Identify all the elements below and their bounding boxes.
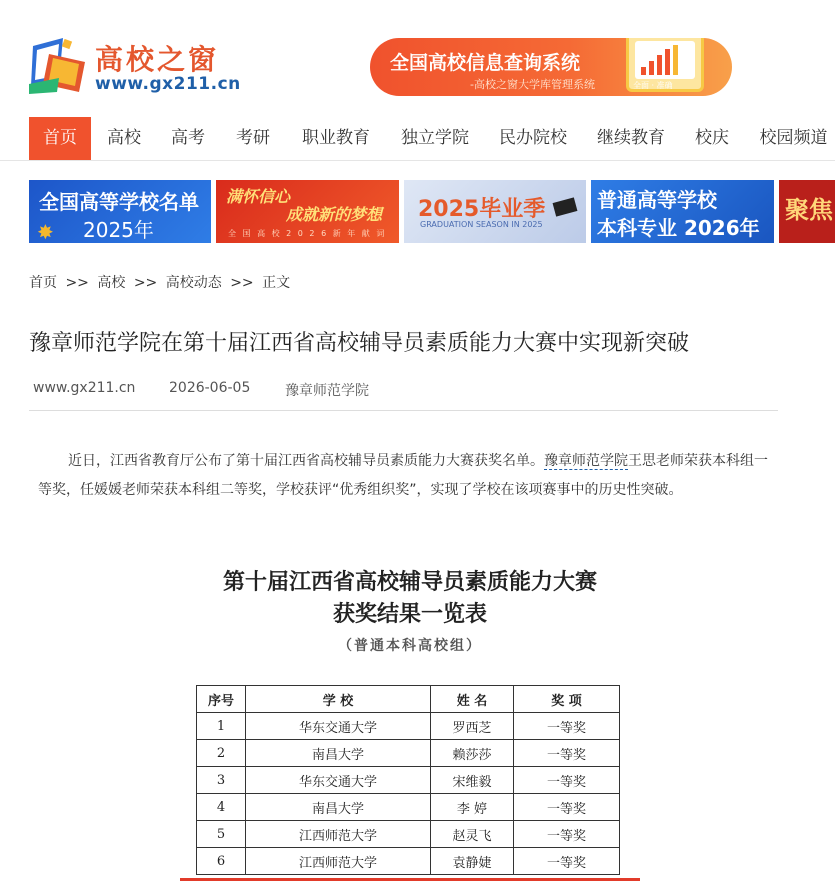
column-header: 学 校 [246,686,431,713]
nav-item-campus[interactable]: 校园频道 [759,128,828,148]
award-table [196,685,620,875]
article-title: 豫章师范学院在第十届江西省高校辅导员素质能力大赛中实现新突破 [29,331,690,356]
breadcrumb-separator: >> [133,275,158,291]
promo-line1: 普通高等学校 [597,188,717,212]
cell-name: 罗西芝 [431,713,514,740]
ad-title: 全国高校信息查询系统 [390,52,581,74]
school-link[interactable]: 豫章师范学院 [544,453,628,469]
info-query-system-ad[interactable] [370,38,732,96]
award-heading: 第十届江西省高校辅导员素质能力大赛 [222,569,597,595]
nav-item-gaokao[interactable]: 高考 [171,128,205,148]
promo-college-list[interactable] [29,180,211,243]
logo-title: 高校之窗 [95,43,220,76]
paragraph-start: 近日，江西省教育厅公布了第十届江西省高校辅导员素质能力大赛获奖名单。 [68,453,544,469]
cell-name: 袁静婕 [431,848,514,875]
nav-item-vocational[interactable]: 职业教育 [302,128,370,148]
promo-graduation[interactable] [404,180,586,243]
cell-name: 赵灵飞 [431,821,514,848]
article-source: www.gx211.cn [33,380,136,396]
promo-line1: 聚焦 [785,196,833,224]
column-header: 序号 [197,686,246,713]
cell-award: 一等奖 [514,740,620,767]
table-row [197,794,620,821]
cell-name: 宋维毅 [431,767,514,794]
promo-new-year[interactable] [216,180,399,243]
cell-school: 华东交通大学 [246,713,431,740]
cell-index: 1 [197,713,246,740]
award-subheading: 获奖结果一览表 [332,601,487,627]
nav-item-continuing[interactable]: 继续教育 [597,128,665,148]
promo-line2: GRADUATION SEASON IN 2025 [420,220,543,229]
award-group: （普通本科高校组） [338,638,482,654]
breadcrumb-current: 正文 [262,275,291,291]
breadcrumb-colleges[interactable]: 高校 [97,275,126,291]
breadcrumb-separator: >> [65,275,89,291]
cell-award: 一等奖 [514,794,620,821]
nav-item-independent[interactable]: 独立学院 [401,128,469,148]
breadcrumb-home[interactable]: 首页 [29,275,57,291]
table-header-row [197,686,620,713]
nav-item-kaoyan[interactable]: 考研 [236,128,270,148]
cell-school: 南昌大学 [246,740,431,767]
cell-index: 5 [197,821,246,848]
column-header: 姓 名 [431,686,514,713]
table-row [197,767,620,794]
cell-name: 赖莎莎 [431,740,514,767]
promo-line2: 成就新的梦想 [286,205,383,224]
breadcrumb-separator: >> [230,275,254,291]
main-nav [0,117,835,161]
promo-line2: 本科专业 2026年 [597,216,760,240]
award-results-image [180,555,640,881]
table-row [197,713,620,740]
cell-school: 华东交通大学 [246,767,431,794]
cell-school: 江西师范大学 [246,821,431,848]
column-header: 奖 项 [514,686,620,713]
paragraph-end: 王思老师荣获本科组一等奖，任媛媛老师荣获本科组二等奖，学校获评“优秀组织奖”，实现了学校在该项赛事中的历史性突破。 [38,453,768,498]
cell-school: 江西师范大学 [246,848,431,875]
cell-award: 一等奖 [514,713,620,740]
ad-subtitle: -高校之窗大学库管理系统 [470,78,595,91]
promo-focus[interactable] [779,180,835,243]
logo-url: www.gx211.cn [95,74,241,94]
cell-school: 南昌大学 [246,794,431,821]
ad-badge: 全面 · 准确 [633,81,673,90]
cell-award: 一等奖 [514,821,620,848]
nav-item-private[interactable]: 民办院校 [499,128,567,148]
cell-index: 3 [197,767,246,794]
promo-line1: 全国高等学校名单 [39,190,199,214]
logo-mark-icon [29,36,89,94]
table-row [197,740,620,767]
cell-index: 4 [197,794,246,821]
article-paragraph [38,447,778,505]
nav-item-colleges[interactable]: 高校 [107,128,141,148]
cell-index: 6 [197,848,246,875]
article-date: 2026-06-05 [169,380,251,396]
promo-line2: 2025年 [83,218,154,242]
cell-award: 一等奖 [514,848,620,875]
cell-name: 李 婷 [431,794,514,821]
promo-line1: 2025毕业季 [418,197,546,222]
table-row [197,821,620,848]
table-row [197,848,620,875]
article-author: 豫章师范学院 [285,383,369,399]
article-meta [29,380,778,411]
nav-item-anniversary[interactable]: 校庆 [695,128,729,148]
promo-line1: 满怀信心 [226,187,291,206]
graduation-cap-icon [553,197,578,216]
promo-majors[interactable] [591,180,774,243]
breadcrumb-news[interactable]: 高校动态 [165,275,222,291]
sun-icon: ✸ [37,220,54,243]
site-logo[interactable] [29,36,259,96]
cell-index: 2 [197,740,246,767]
cell-award: 一等奖 [514,767,620,794]
breadcrumb [29,272,294,292]
chart-screen-icon [626,38,704,92]
promo-line3: 全 国 高 校 2 0 2 6 新 年 献 词 [228,229,387,238]
nav-item-home[interactable]: 首页 [29,117,91,160]
